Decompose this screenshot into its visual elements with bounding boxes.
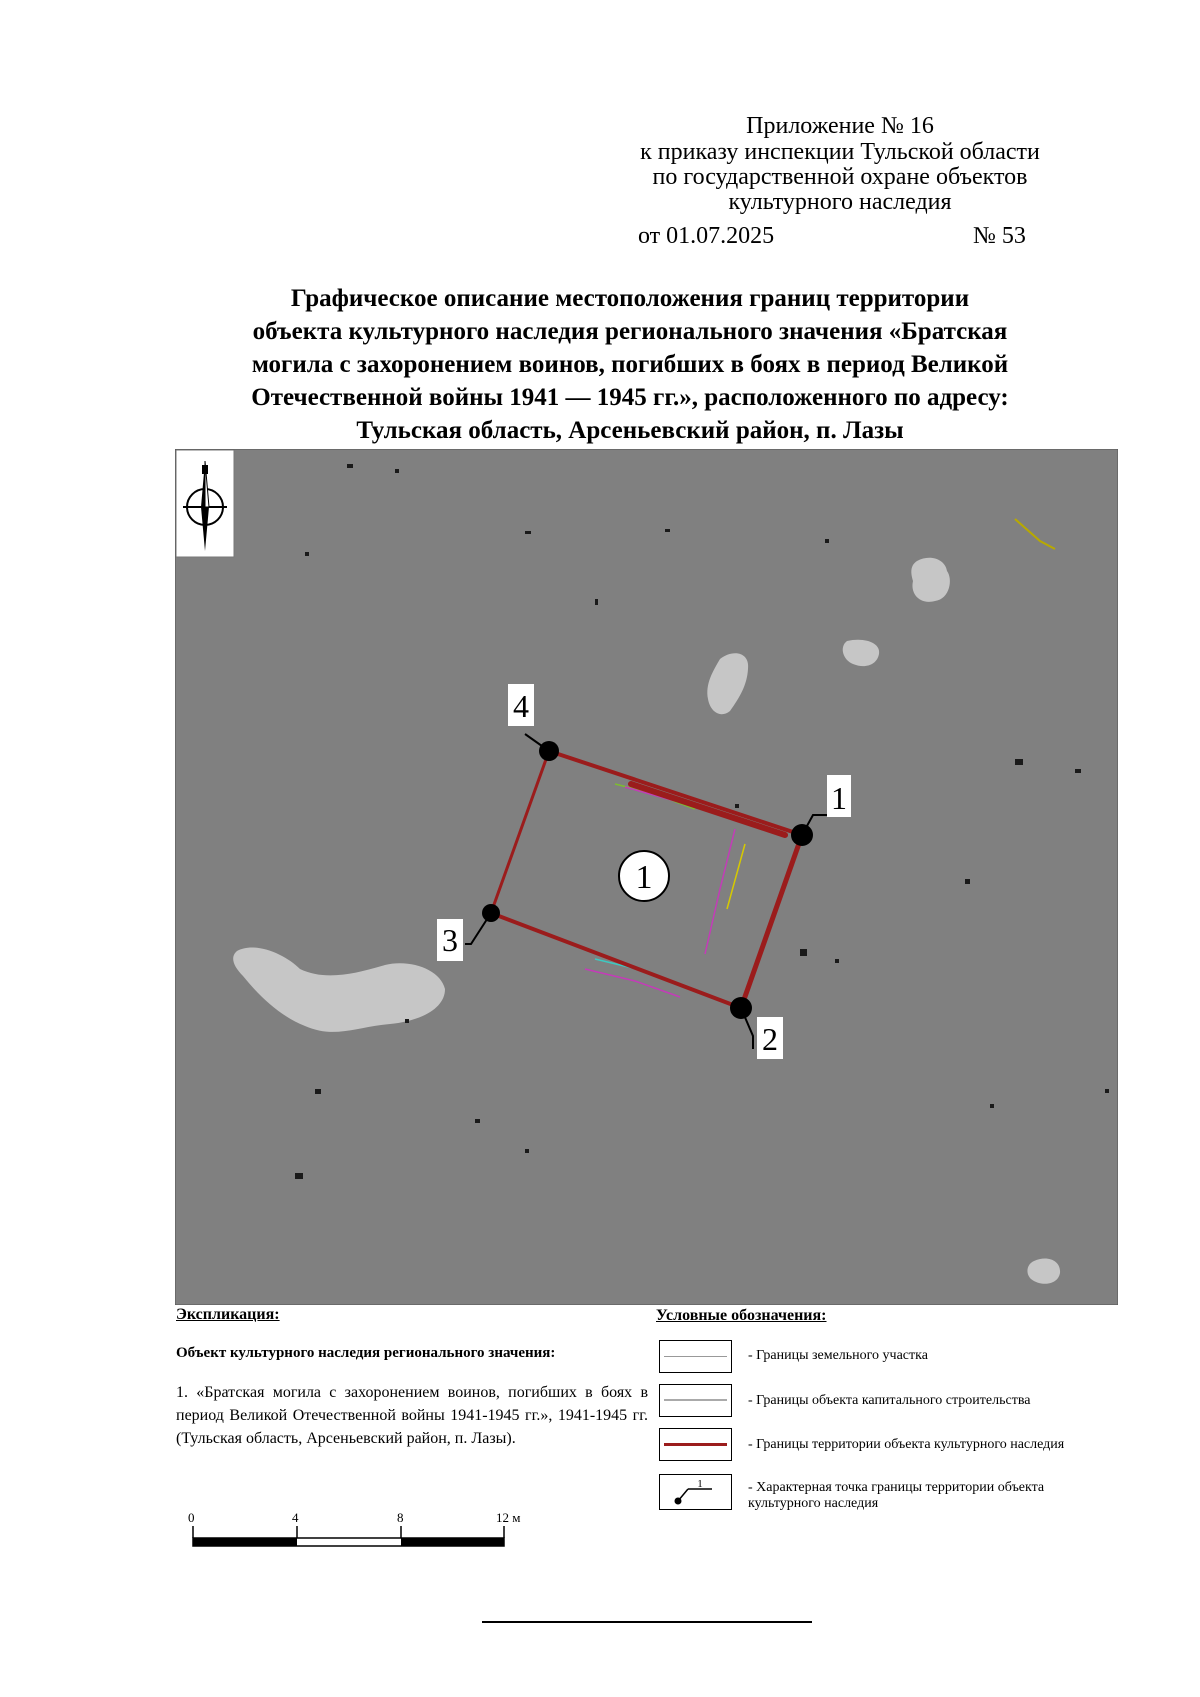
point-label-2: 2 [762, 1021, 778, 1057]
legend-label-land-plot: - Границы земельного участка [748, 1348, 928, 1363]
scale-label: 12 м [496, 1510, 521, 1525]
boundary-point-2 [730, 997, 752, 1019]
title-line: объекта культурного наследия регионального значения «Братская [252, 318, 1008, 345]
point-label-3: 3 [442, 922, 458, 958]
title-line: могила с захоронением воинов, погибших в боях в период Великой [251, 351, 1009, 378]
order-line-3: культурного наследия [728, 189, 952, 215]
point-label-1: 1 [831, 780, 847, 816]
north-arrow-icon [176, 450, 234, 557]
legend-label-building: - Границы объекта капитального строительства [748, 1393, 1031, 1408]
title-line: Тульская область, Арсеньевский район, п. Лазы [356, 417, 904, 444]
light-patch [911, 558, 950, 602]
boundary-point-3 [482, 904, 500, 922]
legend-swatch-building [659, 1384, 732, 1417]
legend-point-label: 1 [697, 1478, 703, 1490]
point-label-4: 4 [513, 688, 529, 724]
boundary-point-4 [539, 741, 559, 761]
order-number: № 53 [973, 223, 1026, 249]
title-line: Отечественной войны 1941 — 1945 гг.», расположенного по адресу: [251, 384, 1009, 411]
legend-label-boundary-point: - Характерная точка границы территории объекта культурного наследия [748, 1480, 1045, 1511]
scale-bar [186, 1526, 516, 1552]
scale-label: 8 [397, 1510, 404, 1525]
order-line-1: к приказу инспекции Тульской области [640, 139, 1040, 165]
explication-heading: Экспликация: [176, 1306, 280, 1323]
legend-swatch-land-plot [659, 1340, 732, 1373]
legend-label-heritage-boundary: - Границы территории объекта культурного наследия [748, 1437, 1065, 1452]
order-date: от 01.07.2025 [638, 223, 775, 249]
legend-heading: Условные обозначения: [656, 1307, 827, 1324]
legend-swatch-heritage-boundary [659, 1428, 732, 1461]
boundary-point-1 [791, 824, 813, 846]
legend-swatch-boundary-point [659, 1474, 732, 1510]
scale-label: 0 [188, 1510, 195, 1525]
scale-label: 4 [292, 1510, 299, 1525]
appendix-number: Приложение № 16 [746, 113, 934, 139]
explication-subheading: Объект культурного наследия регионального значения: [176, 1345, 556, 1361]
explication-item: 1. «Братская могила с захоронением воинов, погибших в боях в период Великой Отечественной войны 1941-1945 гг.», 1941-1945 гг. (Тульская область, Арсеньевский район, п. Лазы). [176, 1384, 648, 1447]
closing-rule [482, 1621, 812, 1623]
document-title [170, 282, 1090, 447]
site-map [175, 449, 1118, 1305]
order-line-2: по государственной охране объектов [652, 164, 1028, 190]
object-number: 1 [635, 859, 653, 896]
title-line: Графическое описание местоположения границ территории [290, 285, 970, 312]
